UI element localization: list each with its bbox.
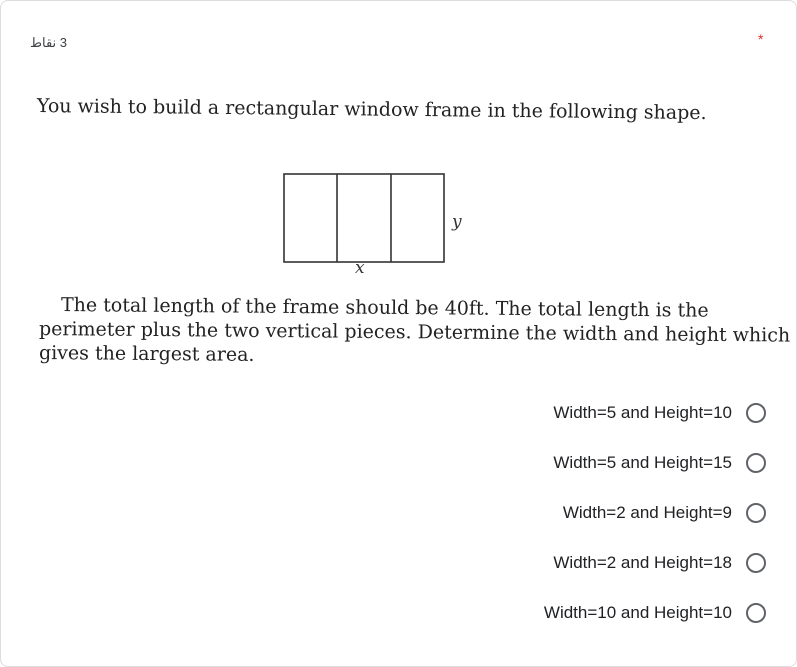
points-label: 3 نقاط [30,35,68,50]
window-frame-figure [281,172,481,282]
radio-button[interactable] [746,503,766,523]
question-text-line-4: gives the largest area. [38,342,255,366]
option-4[interactable] [544,549,766,577]
frame-outline [284,174,444,262]
option-label: Width=2 and Height=18 [553,553,732,572]
option-label: Width=5 and Height=15 [553,453,732,472]
radio-button[interactable] [746,403,766,423]
question-text-line-1: You wish to build a rectangular window frame in the following shape. [36,95,707,125]
radio-button[interactable] [746,603,766,623]
height-label: y [452,212,462,232]
option-label: Width=5 and Height=10 [553,403,732,422]
radio-button[interactable] [746,453,766,473]
question-text-line-3: perimeter plus the two vertical pieces. Determine the width and height which [38,318,791,347]
option-5[interactable] [544,599,766,627]
option-2[interactable] [544,449,766,477]
question-image [31,87,791,377]
option-label: Width=10 and Height=10 [543,603,732,622]
question-text-line-2: The total length of the frame should be 40ft. The total length is the [60,294,709,322]
radio-button[interactable] [746,553,766,573]
option-label: Width=2 and Height=9 [562,503,732,522]
answer-options [544,399,766,649]
width-label: x [355,258,365,278]
option-3[interactable] [544,499,766,527]
option-1[interactable] [544,399,766,427]
required-marker: * [758,31,764,47]
window-frame-diagram [281,172,481,282]
